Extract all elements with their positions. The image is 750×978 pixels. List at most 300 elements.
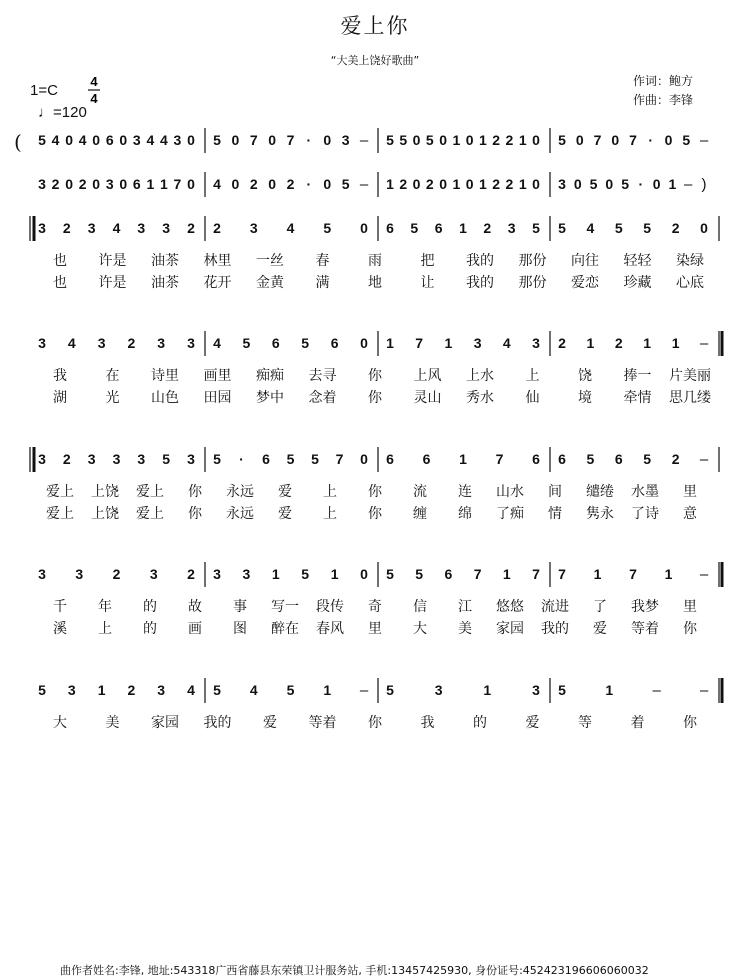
note: 0	[664, 132, 673, 148]
note: 5	[213, 682, 221, 698]
lyric-line-1	[53, 598, 697, 615]
lyric-word: 爱	[593, 621, 607, 637]
lyric-word: 花开	[203, 275, 232, 291]
lyric-word: 饶	[578, 368, 592, 384]
note: 3	[249, 220, 258, 236]
lyric-word: 江	[458, 599, 472, 615]
lyric-word: 许是	[98, 253, 127, 269]
note: 0	[187, 132, 195, 148]
note: 1	[160, 176, 168, 192]
note: 4	[67, 335, 76, 351]
lyric-word: 境	[578, 390, 592, 406]
note: 6	[330, 335, 339, 351]
lyric-word: 我梦	[631, 599, 659, 615]
note: 2	[483, 220, 492, 236]
lyric-word: 绵	[458, 506, 472, 522]
note: 6	[262, 451, 270, 467]
lyric-word: 水墨	[631, 484, 659, 500]
note: 1	[518, 132, 527, 148]
lyric-word: 爱	[263, 715, 277, 731]
lyric-word: 我的	[203, 715, 232, 731]
note: 1	[479, 176, 487, 192]
note: 7	[415, 335, 424, 351]
note: 3	[157, 682, 166, 698]
note: 3	[105, 176, 114, 192]
quarter-note-icon: ♩	[38, 104, 53, 121]
note: 7	[495, 451, 504, 467]
note: 4	[51, 132, 60, 148]
lyric-word: 光	[105, 390, 120, 406]
lyric-word: 油茶	[151, 253, 179, 269]
note: 3	[162, 220, 171, 236]
lyric-word: 上水	[466, 368, 494, 384]
note: 7	[335, 451, 344, 467]
composer-credit: 作曲：李锋	[633, 93, 694, 107]
note: 1	[643, 335, 652, 351]
lyric-word: 缱绻	[586, 484, 614, 500]
key-label: 1=C	[30, 82, 58, 99]
lyric-word: 上	[525, 368, 540, 384]
note: 5	[425, 132, 434, 148]
note: 5	[558, 132, 566, 148]
note: 1	[605, 682, 614, 698]
note: 3	[187, 335, 195, 351]
lyric-word: 地	[368, 275, 382, 291]
lyric-word: 你	[188, 484, 202, 500]
note: 5	[213, 132, 221, 148]
lyric-word: 去寻	[308, 368, 337, 384]
lyric-word: 醉在	[271, 621, 299, 637]
lyric-word: 山色	[151, 390, 179, 406]
note: 1	[664, 566, 673, 582]
note: 1	[502, 566, 511, 582]
note: 2	[78, 176, 87, 192]
lyric-word: 上饶	[91, 506, 119, 522]
hold-dash: –	[699, 566, 709, 583]
lyric-word: 我的	[466, 253, 494, 269]
note: 6	[132, 176, 141, 192]
lyric-word: 林里	[203, 253, 232, 269]
lyric-word: 一丝	[256, 253, 284, 269]
lyric-word: 痴痴	[256, 368, 284, 384]
lyric-word: 金黄	[256, 275, 284, 291]
lyric-word: 我的	[466, 275, 494, 291]
lyric-word: 流	[413, 484, 427, 500]
lyric-word: 等着	[308, 715, 337, 731]
note: 2	[399, 176, 408, 192]
lyric-word: 的	[143, 621, 157, 637]
note: 7	[532, 566, 540, 582]
note: 0	[92, 132, 101, 148]
lyric-word: 大	[413, 621, 427, 637]
note: 7	[173, 176, 182, 192]
note: 5	[386, 682, 394, 698]
note: 6	[532, 451, 540, 467]
lyric-word: 永远	[226, 506, 254, 522]
system-6	[38, 562, 722, 637]
note: 1	[444, 335, 453, 351]
note: 5	[311, 451, 319, 467]
lyric-word: 的	[143, 599, 157, 615]
lyric-word: 奇	[368, 599, 382, 615]
note: 5	[532, 220, 540, 236]
lyric-word: 爱上	[136, 506, 164, 522]
lyric-word: 梦中	[256, 390, 284, 406]
lyric-word: 我	[53, 368, 67, 384]
note: 0	[439, 176, 447, 192]
note: 1	[483, 682, 492, 698]
lyric-word: 悠悠	[496, 599, 524, 615]
hold-dash: –	[359, 132, 369, 149]
note: 0	[360, 566, 368, 582]
note: 0	[119, 132, 128, 148]
note: 2	[425, 176, 434, 192]
note: 2	[62, 220, 71, 236]
note: 2	[671, 220, 680, 236]
note: 1	[671, 335, 680, 351]
note: 0	[231, 132, 240, 148]
lyric-word: 意	[683, 506, 697, 522]
note: 5	[410, 220, 419, 236]
lyric-word: 里	[368, 621, 382, 637]
hold-dash: –	[652, 682, 661, 699]
score-systems	[14, 128, 722, 731]
lyric-word: 思几缕	[669, 390, 711, 406]
note: 0	[65, 176, 73, 192]
note: 1	[518, 176, 527, 192]
lyric-word: 满	[315, 275, 330, 291]
lyric-word: 你	[368, 506, 382, 522]
note: ·	[239, 451, 244, 467]
note: 3	[38, 220, 46, 236]
lyric-word: 上	[323, 506, 337, 522]
note: 5	[558, 682, 566, 698]
note: 6	[434, 220, 443, 236]
lyric-line-2	[53, 620, 698, 637]
note: 5	[286, 682, 295, 698]
lyric-word: 珍藏	[623, 275, 652, 291]
note: 7	[629, 132, 637, 148]
lyric-word: 等	[578, 715, 592, 731]
hold-dash: –	[699, 682, 709, 699]
note: 5	[38, 682, 46, 698]
lyric-word: 年	[98, 599, 112, 615]
tempo-value: =120	[53, 104, 87, 121]
lyric-line-1	[53, 714, 698, 731]
note: 1	[271, 566, 280, 582]
note: 0	[92, 176, 101, 192]
note: 3	[173, 132, 182, 148]
note: 5	[589, 176, 598, 192]
lyric-word: 美	[458, 621, 472, 637]
note: 5	[643, 451, 652, 467]
lyric-word: 溪	[53, 621, 67, 637]
lyric-word: 了痴	[496, 506, 524, 522]
lyric-word: 爱	[278, 506, 292, 522]
system-1	[14, 128, 709, 154]
note: 5	[323, 220, 332, 236]
lyric-word: 你	[368, 715, 382, 731]
note: ·	[638, 176, 644, 192]
note: 3	[75, 566, 84, 582]
lyric-word: 向往	[571, 253, 599, 269]
note: 0	[412, 132, 421, 148]
lyric-word: 上风	[413, 368, 442, 384]
note: 1	[668, 176, 677, 192]
note: 1	[330, 566, 339, 582]
lyric-word: 那份	[518, 253, 547, 269]
lyric-word: 隽永	[586, 506, 614, 522]
note: 4	[160, 132, 168, 148]
note: 1	[323, 682, 332, 698]
lyric-word: 染绿	[676, 253, 704, 269]
lyric-line-1	[53, 367, 711, 384]
note: 0	[700, 220, 708, 236]
note: 7	[473, 566, 482, 582]
note: 3	[532, 335, 540, 351]
note: 2	[505, 132, 514, 148]
note: 5	[682, 132, 691, 148]
note: 1	[479, 132, 487, 148]
note: 3	[38, 566, 46, 582]
lyric-word: 的	[473, 715, 487, 731]
note: 0	[187, 176, 195, 192]
note: 5	[386, 566, 394, 582]
note: 7	[558, 566, 566, 582]
lyric-word: 了诗	[631, 506, 659, 522]
note: 3	[213, 566, 221, 582]
lyric-word: 春	[315, 253, 330, 269]
hold-dash: –	[359, 682, 369, 699]
lyric-word: 念着	[308, 390, 337, 406]
lyric-word: 许是	[98, 275, 127, 291]
note: 6	[386, 220, 394, 236]
note: 6	[422, 451, 431, 467]
note: 5	[341, 176, 350, 192]
lyric-word: 图	[233, 621, 247, 637]
lyric-word: 捧一	[623, 368, 652, 384]
note: 3	[67, 682, 76, 698]
lyric-word: 牵情	[623, 390, 652, 406]
lyric-word: 你	[368, 368, 382, 384]
lyric-word: 让	[420, 275, 435, 291]
note: 4	[78, 132, 87, 148]
note: 3	[38, 176, 46, 192]
lyric-word: 信	[413, 599, 427, 615]
lyric-word: 里	[683, 599, 697, 615]
lyric-word: 灵山	[413, 390, 442, 406]
note: 3	[532, 682, 540, 698]
note: 7	[629, 566, 637, 582]
note: 6	[271, 335, 280, 351]
note: )	[701, 176, 707, 193]
lyric-word: 等着	[631, 621, 659, 637]
lyric-word: 雨	[368, 253, 382, 269]
lyric-word: 流进	[541, 599, 569, 615]
lyric-word: 家园	[151, 715, 179, 731]
lyric-word: 间	[548, 484, 562, 500]
note: 2	[492, 132, 501, 148]
note: 3	[157, 335, 166, 351]
note: 5	[643, 220, 652, 236]
lyric-word: 秀水	[466, 390, 494, 406]
note: 3	[187, 451, 195, 467]
lyric-word: 你	[683, 621, 697, 637]
lyric-word: 画里	[203, 368, 232, 384]
note: 5	[386, 132, 394, 148]
lyric-word: 片美丽	[669, 368, 711, 384]
note: 0	[268, 132, 277, 148]
note: 3	[87, 451, 96, 467]
lyric-word: 大	[53, 715, 67, 731]
note: 7	[249, 132, 258, 148]
lyric-word: 爱上	[46, 506, 74, 522]
note: 4	[112, 220, 121, 236]
note: 0	[439, 132, 447, 148]
note: 3	[558, 176, 566, 192]
hold-dash: –	[699, 335, 709, 352]
lyric-word: 画	[188, 621, 202, 637]
note: 2	[62, 451, 71, 467]
note: 4	[146, 132, 155, 148]
note: 2	[286, 176, 295, 192]
note: 7	[286, 132, 295, 148]
lyric-word: 轻轻	[623, 253, 652, 269]
note: 0	[360, 451, 368, 467]
lyric-word: 那份	[518, 275, 547, 291]
note: 4	[286, 220, 295, 236]
lyric-word: 仙	[525, 390, 540, 406]
note: 4	[502, 335, 511, 351]
note: 3	[473, 335, 482, 351]
note: 0	[412, 176, 421, 192]
note: 1	[593, 566, 602, 582]
lyric-word: 我	[420, 715, 435, 731]
note: 0	[323, 176, 332, 192]
footer-contact: 曲作者姓名:李锋, 地址:543318广西省藤县东荣镇卫计服务站, 手机:13457425930, 身份证号:452423196606060032	[60, 964, 649, 977]
lyric-word: 家园	[496, 621, 524, 637]
note: 0	[611, 132, 620, 148]
note: 5	[614, 220, 623, 236]
hold-dash: –	[699, 132, 709, 149]
note: 2	[187, 566, 195, 582]
lyric-word: 缠	[413, 506, 427, 522]
note: ·	[648, 132, 654, 148]
note: 3	[137, 220, 146, 236]
lyric-word: 春风	[316, 621, 344, 637]
note: 2	[112, 566, 121, 582]
note: 2	[492, 176, 501, 192]
lyric-line-2	[46, 505, 697, 522]
note: 5	[38, 132, 46, 148]
note: 2	[127, 335, 136, 351]
note: 2	[249, 176, 258, 192]
note: 5	[621, 176, 630, 192]
note: ·	[306, 132, 312, 148]
system-7	[38, 678, 722, 731]
lyric-line-2	[53, 274, 704, 291]
note: 2	[558, 335, 566, 351]
note: 0	[323, 132, 332, 148]
lyric-word: 你	[683, 715, 697, 731]
note: 3	[137, 451, 146, 467]
note: 5	[415, 566, 424, 582]
note: 5	[286, 451, 295, 467]
system-4	[38, 331, 722, 406]
note: 2	[127, 682, 136, 698]
note: 0	[575, 132, 584, 148]
note: 3	[87, 220, 96, 236]
note: 0	[119, 176, 128, 192]
note: 6	[444, 566, 453, 582]
lyric-line-2	[53, 389, 711, 406]
lyric-word: 爱	[525, 715, 540, 731]
note: 2	[213, 220, 221, 236]
lyric-word: 连	[458, 484, 472, 500]
bracket-open: (	[14, 130, 22, 154]
note: 0	[465, 132, 474, 148]
lyric-word: 也	[53, 275, 67, 291]
lyric-word: 上	[98, 621, 112, 637]
note: 3	[507, 220, 516, 236]
lyric-word: 爱上	[136, 484, 164, 500]
note: 3	[132, 132, 141, 148]
lyric-word: 上	[323, 484, 337, 500]
note: 0	[360, 220, 368, 236]
note: 5	[242, 335, 251, 351]
song-subtitle: “大美上饶好歌曲”	[330, 54, 420, 67]
system-5	[30, 447, 719, 522]
lyric-word: 我的	[541, 621, 569, 637]
lyric-word: 爱恋	[571, 275, 599, 291]
lyric-word: 里	[683, 484, 697, 500]
note: 1	[459, 451, 467, 467]
lyric-word: 爱上	[46, 484, 74, 500]
time-signature-bottom: 4	[90, 91, 98, 106]
note: 3	[341, 132, 350, 148]
note: 1	[146, 176, 155, 192]
lyric-word: 把	[420, 253, 435, 269]
lyric-word: 故	[188, 599, 202, 615]
note: 6	[105, 132, 114, 148]
note: 1	[586, 335, 595, 351]
hold-dash: –	[684, 176, 693, 193]
lyric-word: 湖	[53, 390, 67, 406]
note: 3	[38, 451, 46, 467]
note: 4	[213, 335, 221, 351]
note: 0	[231, 176, 240, 192]
note: 1	[97, 682, 106, 698]
note: 0	[532, 176, 540, 192]
note: 5	[399, 132, 408, 148]
note: 3	[97, 335, 106, 351]
lyric-word: 你	[368, 390, 382, 406]
note: 4	[249, 682, 258, 698]
note: 3	[242, 566, 251, 582]
note: ·	[306, 176, 312, 192]
note: 3	[149, 566, 158, 582]
lyric-word: 爱	[278, 484, 292, 500]
hold-dash: –	[699, 451, 709, 468]
note: 0	[360, 335, 368, 351]
note: 4	[586, 220, 595, 236]
note: 6	[558, 451, 566, 467]
system-3	[30, 216, 719, 291]
lyric-word: 事	[233, 599, 247, 615]
note: 5	[213, 451, 221, 467]
lyricist-credit: 作词：鲍方	[633, 74, 694, 88]
note: 4	[213, 176, 221, 192]
